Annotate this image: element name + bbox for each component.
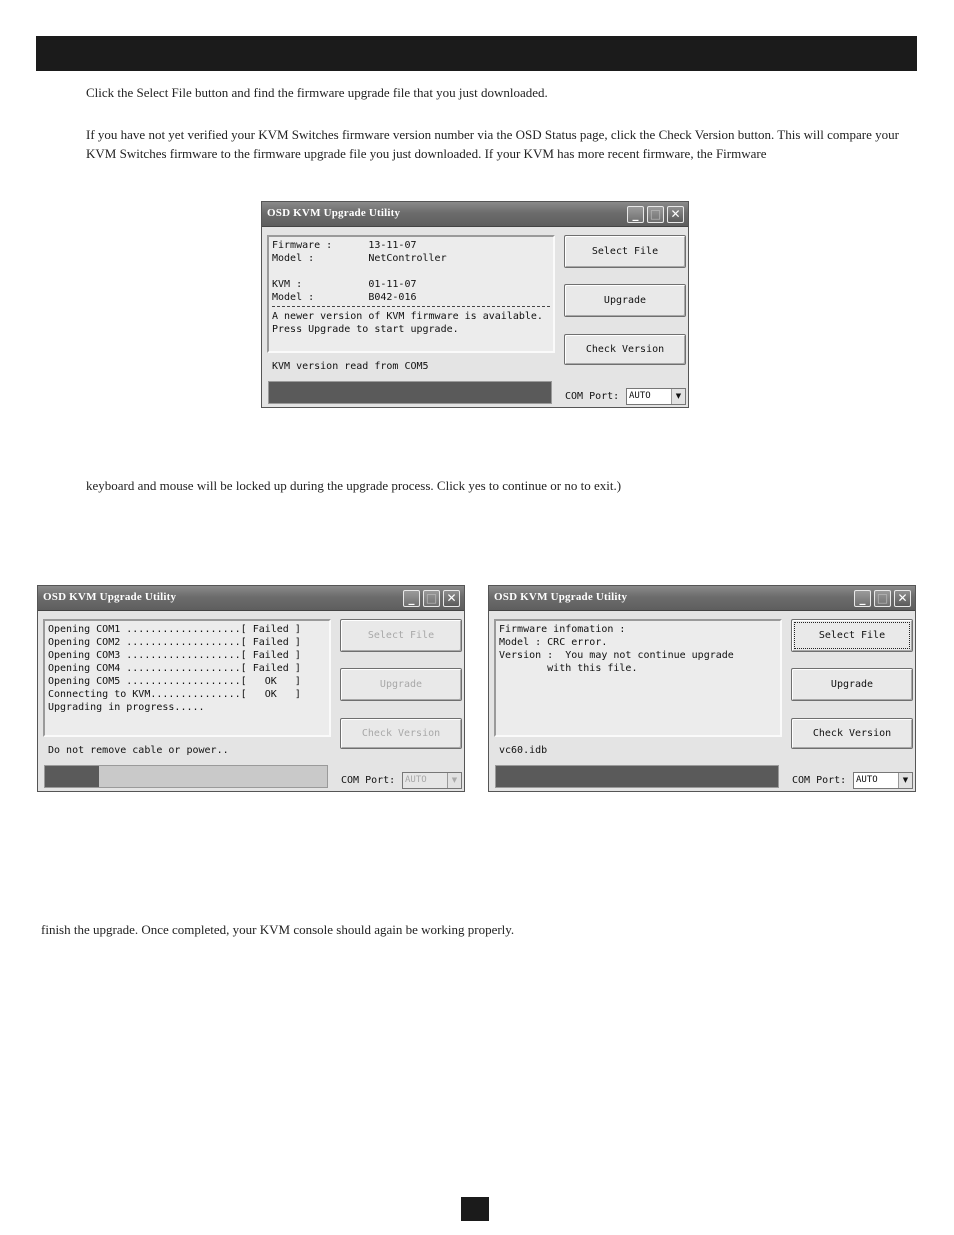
com-port-value: AUTO <box>856 775 878 785</box>
title-bar <box>38 586 464 611</box>
status-text: vc60.idb <box>499 745 548 756</box>
com-port-label: COM Port: <box>341 775 396 786</box>
window-title: OSD KVM Upgrade Utility <box>494 591 628 603</box>
status-text: KVM version read from COM5 <box>272 361 429 372</box>
status-text: Do not remove cable or power.. <box>48 745 229 756</box>
log-line: Opening COM5 ...................[ OK ] <box>48 676 301 687</box>
log-line: Connecting to KVM...............[ OK ] <box>48 689 301 700</box>
progress-fill <box>269 382 551 403</box>
progress-bar <box>268 381 552 404</box>
com-port-select[interactable] <box>853 772 913 789</box>
window-title: OSD KVM Upgrade Utility <box>43 591 177 603</box>
close-icon[interactable]: ✕ <box>667 206 684 223</box>
info-line: A newer version of KVM firmware is available. <box>272 311 543 322</box>
upgrade-button[interactable]: Upgrade <box>564 284 686 317</box>
upgrade-utility-window-error <box>488 585 916 792</box>
check-version-button[interactable]: Check Version <box>564 334 686 365</box>
info-line: KVM : 01-11-07 <box>272 279 417 290</box>
firmware-info-panel <box>267 235 555 353</box>
com-port-select[interactable] <box>626 388 686 405</box>
progress-bar <box>44 765 328 788</box>
close-icon[interactable]: ✕ <box>894 590 911 607</box>
info-line: Model : NetController <box>272 253 447 264</box>
progress-fill <box>45 766 99 787</box>
minimize-icon[interactable]: _ <box>403 590 420 607</box>
log-line: Upgrading in progress..... <box>48 702 205 713</box>
com-port-label: COM Port: <box>565 391 620 402</box>
select-file-button: Select File <box>340 619 462 652</box>
upgrade-button: Upgrade <box>340 668 462 701</box>
info-line: Version : You may not continue upgrade <box>499 650 734 661</box>
com-port-label: COM Port: <box>792 775 847 786</box>
step-check-version-text: If you have not yet verified your KVM Switches firmware version number via the OSD Status page, click the Check Version button. This will compare your KVM Switches firmware to the firmware upgrade file you just downloaded. If your KVM has more recent firmware, the Firmware <box>86 127 899 161</box>
progress-fill <box>496 766 778 787</box>
log-line: Opening COM2 ...................[ Failed ] <box>48 637 301 648</box>
minimize-icon[interactable]: _ <box>854 590 871 607</box>
dropdown-arrow-icon: ▼ <box>447 773 461 788</box>
step-upgrade-warning-text: keyboard and mouse will be locked up during the upgrade process. Click yes to continue or no to exit.) <box>86 478 622 493</box>
dashed-divider <box>272 306 550 307</box>
progress-log-panel <box>43 619 331 737</box>
page-number-box <box>461 1197 489 1221</box>
info-line: Model : B042-016 <box>272 292 417 303</box>
step-finish-text: finish the upgrade. Once completed, your KVM console should again be working properly. <box>41 922 515 937</box>
log-line: Opening COM1 ...................[ Failed ] <box>48 624 301 635</box>
window-title: OSD KVM Upgrade Utility <box>267 207 401 219</box>
dropdown-arrow-icon[interactable]: ▼ <box>671 389 685 404</box>
info-line: Press Upgrade to start upgrade. <box>272 324 459 335</box>
maximize-icon: □ <box>647 206 664 223</box>
title-bar <box>489 586 915 611</box>
info-line: Firmware : 13-11-07 <box>272 240 417 251</box>
log-line: Opening COM3 ...................[ Failed ] <box>48 650 301 661</box>
info-line: with this file. <box>499 663 638 674</box>
com-port-value: AUTO <box>629 391 651 401</box>
select-file-button[interactable]: Select File <box>791 619 913 652</box>
check-version-button: Check Version <box>340 718 462 749</box>
minimize-icon[interactable]: _ <box>627 206 644 223</box>
maximize-icon: □ <box>874 590 891 607</box>
upgrade-utility-window-version <box>261 201 689 408</box>
dropdown-arrow-icon[interactable]: ▼ <box>898 773 912 788</box>
progress-bar <box>495 765 779 788</box>
maximize-icon: □ <box>423 590 440 607</box>
info-line: Firmware infomation : <box>499 624 626 635</box>
upgrade-button[interactable]: Upgrade <box>791 668 913 701</box>
upgrade-utility-window-progress <box>37 585 465 792</box>
step-select-file-text: Click the Select File button and find the firmware upgrade file that you just downloaded. <box>86 85 548 100</box>
firmware-error-panel <box>494 619 782 737</box>
info-line: Model : CRC error. <box>499 637 608 648</box>
info-line <box>272 265 550 278</box>
com-port-select <box>402 772 462 789</box>
header-bar <box>36 36 917 71</box>
com-port-value: AUTO <box>405 775 427 785</box>
close-icon[interactable]: ✕ <box>443 590 460 607</box>
check-version-button[interactable]: Check Version <box>791 718 913 749</box>
title-bar <box>262 202 688 227</box>
select-file-button[interactable]: Select File <box>564 235 686 268</box>
log-line: Opening COM4 ...................[ Failed ] <box>48 663 301 674</box>
